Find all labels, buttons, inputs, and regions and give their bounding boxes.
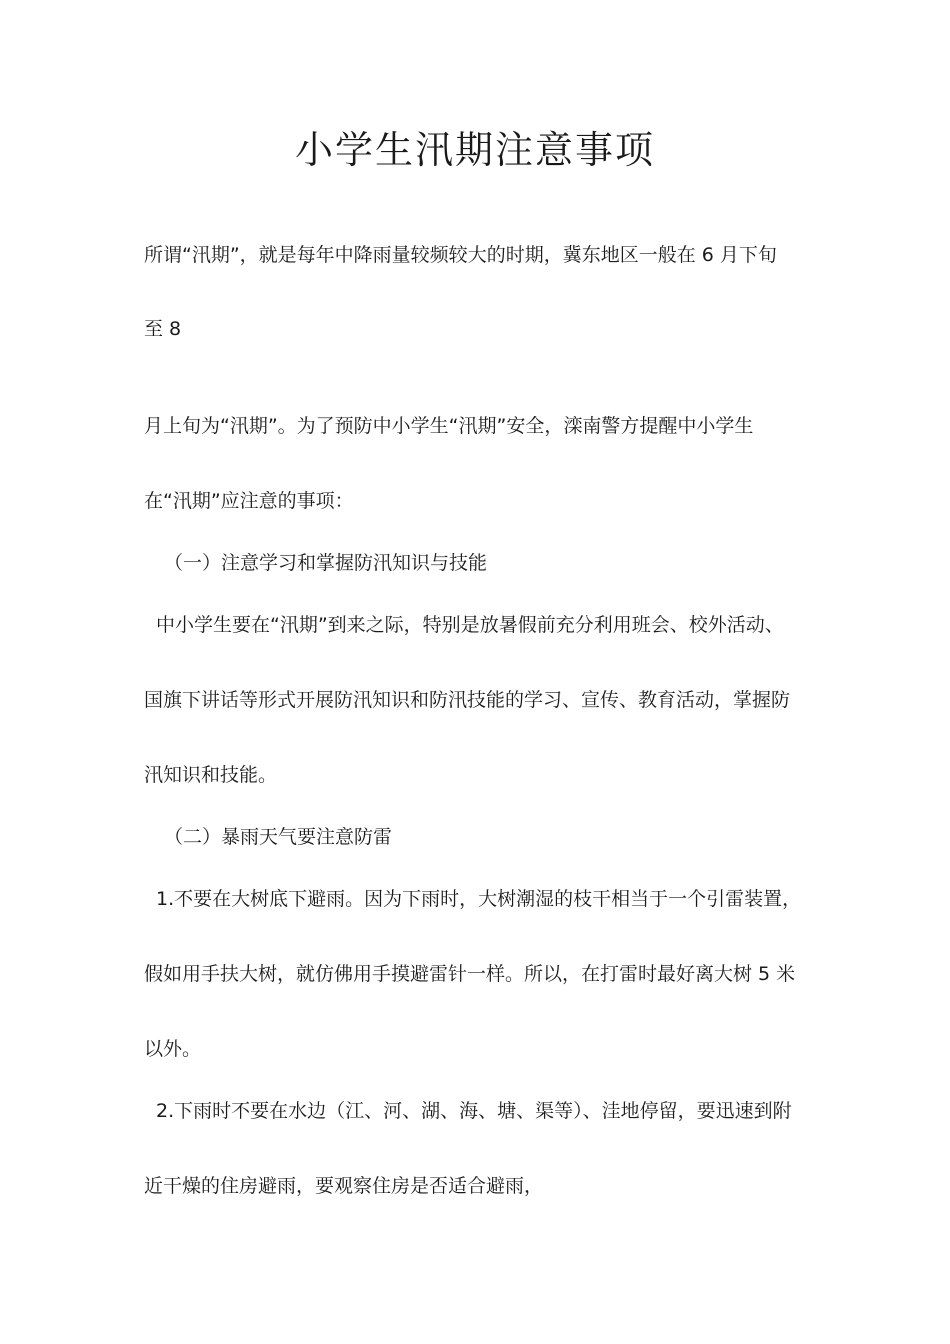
paragraph-line: 2.下雨时不要在水边（江、河、湖、海、塘、渠等）、洼地停留，要迅速到附 (156, 1100, 792, 1122)
paragraph-line: 以外。 (144, 1038, 202, 1060)
paragraph-line: 月上旬为“汛期”。为了预防中小学生“汛期”安全，滦南警方提醒中小学生 (144, 415, 754, 437)
paragraph-line: 近干燥的住房避雨，要观察住房是否适合避雨， (144, 1175, 544, 1197)
section-heading: （二）暴雨天气要注意防雷 (164, 826, 393, 848)
paragraph-line: 至 8 (144, 318, 182, 340)
paragraph-line: 假如用手扶大树，就仿佛用手摸避雷针一样。所以，在打雷时最好离大树 5 米 (144, 963, 796, 985)
paragraph-line: 中小学生要在“汛期”到来之际，特别是放暑假前充分利用班会、校外活动、 (156, 614, 784, 636)
paragraph-line: 国旗下讲话等形式开展防汛知识和防汛技能的学习、宣传、教育活动，掌握防 (144, 689, 791, 711)
paragraph-line: 所谓“汛期”，就是每年中降雨量较频较大的时期，冀东地区一般在 6 月下旬 (144, 244, 777, 266)
section-heading: （一）注意学习和掌握防汛知识与技能 (164, 552, 488, 574)
document-title: 小学生汛期注意事项 (294, 128, 655, 172)
paragraph-line: 1.不要在大树底下避雨。因为下雨时，大树潮湿的枝干相当于一个引雷装置， (156, 888, 802, 910)
paragraph-line: 在“汛期”应注意的事项： (144, 490, 354, 512)
paragraph-line: 汛知识和技能。 (144, 764, 278, 786)
